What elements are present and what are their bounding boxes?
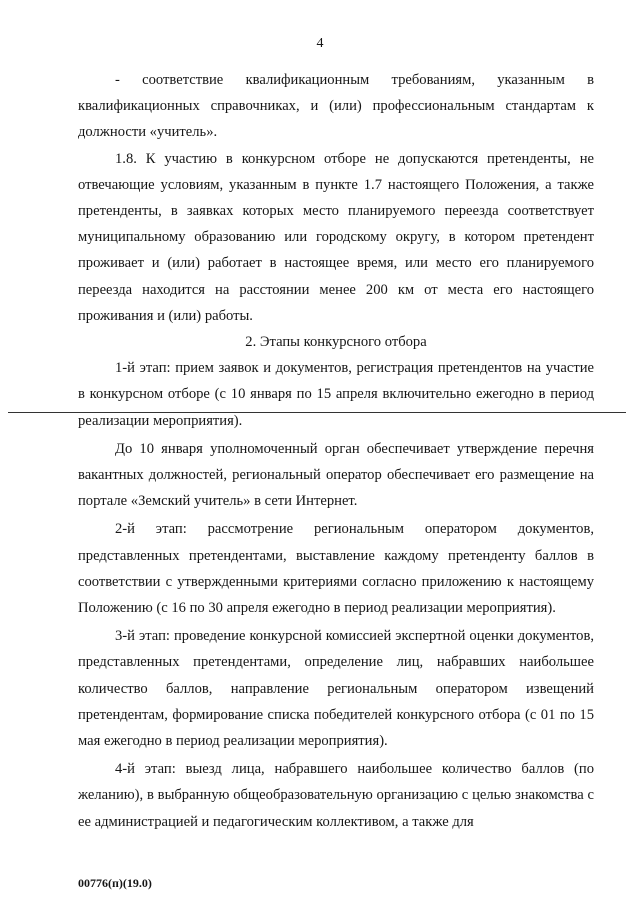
scan-line (8, 412, 626, 413)
page-number: 4 (316, 36, 324, 51)
document-body (78, 67, 594, 835)
section-heading: 2. Этапы конкурсного отбора (245, 334, 427, 351)
paragraph-1-8: 1.8. К участию в конкурсном отборе не допускаются претенденты, не отвечающие условиям, указанным в пункте 1.7 настоящего Положения, а также претенденты, в заявках которых место планируемого переезда соответствует муниципальному образованию или городскому округу, в котором претендент проживает и (или) работает в настоящее время, или место его планируемого переезда находится на расстоянии менее 200 км от места его настоящего проживания и (или) работы. (78, 150, 594, 324)
footer-code: 00776(п)(19.0) (78, 876, 152, 890)
paragraph-stage-2: 2-й этап: рассмотрение региональным оператором документов, представленных претендентами, выставление каждому претенденту баллов в соответствии с утвержденными критериями согласно приложению к настоящему Положению (с 16 по 30 апреля ежегодно в период реализации мероприятия). (78, 521, 594, 617)
paragraph-stage-3: 3-й этап: проведение конкурсной комиссией экспертной оценки документов, представленных претендентами, определение лиц, набравших наибольшее количество баллов, направление региональным оператором извещений претендентам, формирование списка победителей конкурсного отбора (с 01 по 15 мая ежегодно в период реализации мероприятия). (78, 628, 594, 750)
paragraph-qualification: - соответствие квалификационным требованиям, указанным в квалификационных справочниках, и (или) профессиональным стандартам к должности «учитель». (78, 72, 594, 141)
paragraph-stage-1: 1-й этап: прием заявок и документов, регистрация претендентов на участие в конкурсном отборе (с 10 января по 15 апреля включительно ежегодно в период реализации мероприятия). (78, 360, 594, 429)
paragraph-january: До 10 января уполномоченный орган обеспечивает утверждение перечня вакантных должностей, региональный оператор обеспечивает его размещение на портале «Земский учитель» в сети Интернет. (78, 440, 594, 510)
paragraph-stage-4: 4-й этап: выезд лица, набравшего наибольшее количество баллов (по желанию), в выбранную общеобразовательную организацию с целью знакомства с ее администрацией и педагогическим коллективом, а также для (78, 761, 594, 830)
